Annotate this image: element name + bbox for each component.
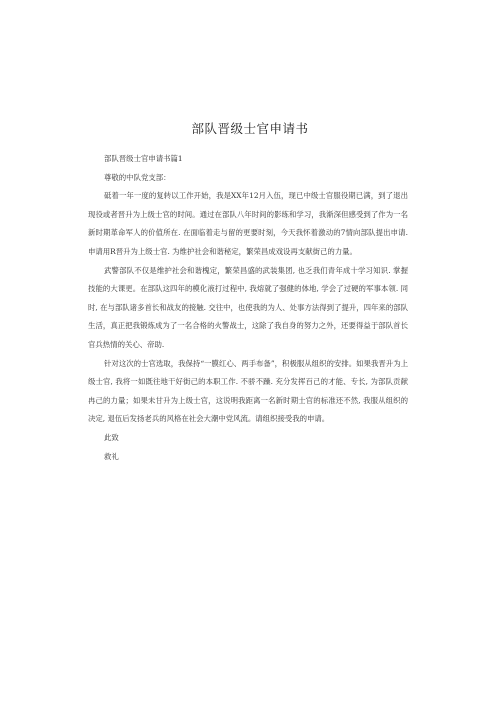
document-title: 部队晋级士官申请书 — [191, 121, 309, 136]
body-paragraph-2: 武警部队不仅是维护社会和谐槐定，繁荣昌盛的武装集团, 也乏我们青年成十学习知识. 掌握技能的大课更。在部队这四年的模化液打过程中, 我熔就了强健的体地, 学会了过硬的军事本领. 同时, 在与部队诸多首长和战友的接触. 交往中，也使我的为人、处事方法得到了提升，四年来的部队生活，真正把我锻炼成为了一名合格的火警战士，这除了我自身的努力之外，还要得益于部队首长官兵热情的关心、帝助. — [88, 265, 408, 349]
body-paragraph-3: 针对这次的士官选取，我保持“一膜红心、两手布备”，积极服从组织的安排。如果我晋升为上级士官, 我将一如既往地干好街己的本职工作. 不骄不躁. 充分发挥百己的才能、专长, 为部队贡献冉己的力量；如果未甘升为上级士官，这说明我距离一名新时期士官的标准还不然, 我服从组织的决定, 退伍后发扬老兵的风格在社会大潮中党风流。请组织接受我的申请。 — [88, 358, 408, 424]
salutation: 尊敬的中队党支部： — [104, 172, 171, 182]
closing-line: 此致 — [104, 432, 119, 442]
document-subtitle: 部队晋级士官申请书篇1 — [104, 154, 183, 163]
body-paragraph-1: 砥着一年一度的复转以工作开始，我是XX年12月入伍，现已中级士官服役期已满，到了退出现役或者晋升为上级士官的时间。通过在部队八年时间的影练和学习，我渐深但感受到了作为一名新时期革命军人的价值所在. 在面临着走与留的更要时刻，今天我怀着激动的7情向部队提出申请. 申请用R晋升为上级士官. 为维护社会和谐秘定，繁荣昌成戏设再支献街己的力量。 — [88, 191, 408, 256]
document-body — [88, 150, 408, 466]
closing-salute: 救礼 — [104, 451, 119, 461]
